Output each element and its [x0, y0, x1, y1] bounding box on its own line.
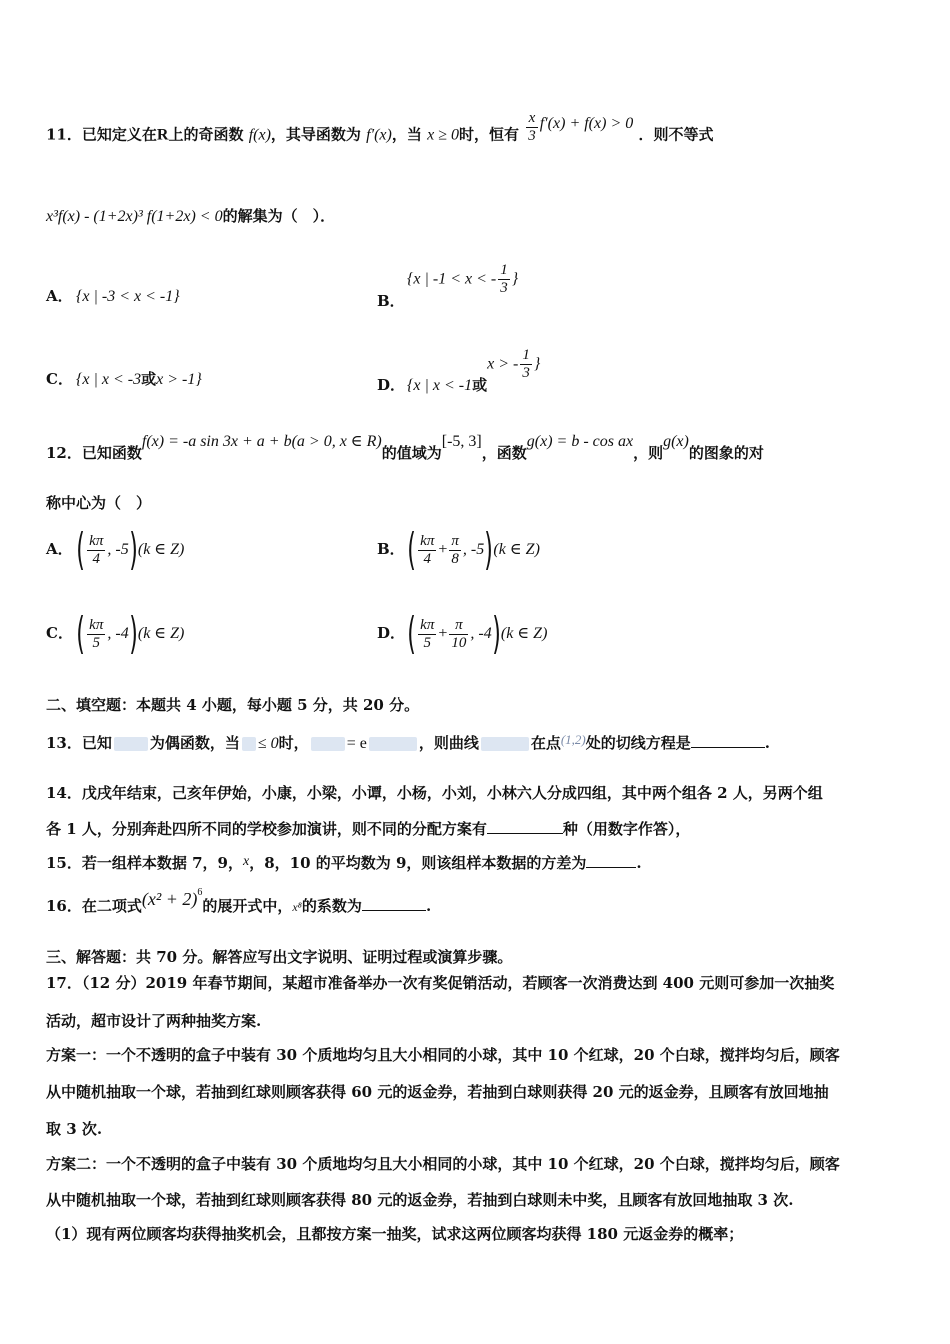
q17-plan1-line1: 方案一：一个不透明的盒子中装有 30 个质地均匀且大小相同的小球，其中 10 个红球，20 个白球，搅拌均匀后，顾客 — [46, 1046, 840, 1064]
formula-image — [369, 737, 417, 751]
q11-line1: 11．已知定义在R上的奇函数 f(x)，其导函数为 f′(x)，当 x ≥ 0时，恒有 $\frac{x}{3}$ f′(x) + f(x) > 0 ．则不等式 — [46, 110, 714, 144]
q12-option-a[interactable]: A．( $\frac{k\pi}{4}$ , -5)(k ∈ Z) — [46, 524, 185, 575]
formula-image — [114, 737, 148, 751]
q11-option-b[interactable]: B．{x | -1 < x < - $\frac{1}{3}$ } — [377, 262, 519, 310]
answer-blank[interactable] — [362, 896, 426, 911]
q17-line2: 活动，超市设计了两种抽奖方案. — [46, 1012, 262, 1030]
q14-line2: 各 1 人，分别奔赴四所不同的学校参加演讲，则不同的分配方案有 种（用数字作答）， — [46, 820, 691, 838]
q13-line: 13．已知 为偶函数，当 ≤ 0时， = e ，则曲线 在点(1,2)处的切线方程是 . — [46, 732, 771, 752]
q11-option-a[interactable]: A． {x | -3 < x < -1} — [46, 287, 180, 305]
q11-option-c[interactable]: C． {x | x < -3或x > -1} — [46, 370, 202, 388]
answer-blank[interactable] — [586, 853, 636, 868]
answer-blank[interactable] — [691, 733, 765, 748]
q12-line1: 12．已知函数f(x) = -a sin 3x + a + b(a > 0, x ∈ R)的值域为[-5, 3]，函数g(x) = b - cos ax，则g(x)的图象的对 — [46, 433, 764, 462]
formula-image — [311, 737, 345, 751]
q17-plan2-line1: 方案二：一个不透明的盒子中装有 30 个质地均匀且大小相同的小球，其中 10 个红球，20 个白球，搅拌均匀后，顾客 — [46, 1155, 840, 1173]
q17-subquestion-1: （1）现有两位顾客均获得抽奖机会，且都按方案一抽奖，试求这两位顾客均获得 180 元返金券的概率； — [46, 1225, 744, 1243]
section-fill-in-heading: 二、填空题：本题共 4 小题，每小题 5 分，共 20 分。 — [46, 696, 420, 714]
q11-line2: x³f(x) - (1+2x)³ f(1+2x) < 0的解集为（ ）． — [46, 207, 336, 225]
q12-line2: 称中心为（ ） — [46, 494, 152, 512]
q17-plan1-line2: 从中随机抽取一个球，若抽到红球则顾客获得 60 元的返金券，若抽到白球则获得 20 元的返金券，且顾客有放回地抽 — [46, 1083, 829, 1101]
q12-option-d[interactable]: D．( $\frac{k\pi}{5}$ + $\frac{\pi}{10}$ , -4)(k ∈ Z) — [377, 608, 548, 659]
answer-blank[interactable] — [487, 819, 563, 834]
q14-line1: 14．戊戌年结束，己亥年伊始，小康，小梁，小谭，小杨，小刘，小林六人分成四组，其中两个组各 2 人，另两个组 — [46, 784, 823, 802]
q15-line: 15．若一组样本数据 7，9，x，8，10 的平均数为 9，则该组样本数据的方差为 . — [46, 854, 642, 872]
q17-plan2-line2: 从中随机抽取一个球，若抽到红球则顾客获得 80 元的返金券，若抽到白球则未中奖，且顾客有放回地抽取 3 次. — [46, 1191, 794, 1209]
q17-plan1-line3: 取 3 次. — [46, 1120, 103, 1138]
q16-line: 16．在二项式$(x^2 + 2)^6$的展开式中，x⁸的系数为 . — [46, 887, 432, 915]
formula-image — [481, 737, 529, 751]
section-solve-heading: 三、解答题：共 70 分。解答应写出文字说明、证明过程或演算步骤。 — [46, 948, 513, 966]
q17-line1: 17．（12 分）2019 年春节期间，某超市准备举办一次有奖促销活动，若顾客一次消费达到 400 元则可参加一次抽奖 — [46, 974, 835, 992]
q12-option-b[interactable]: B．( $\frac{k\pi}{4}$ + $\frac{\pi}{8}$ , -5)(k ∈ Z) — [377, 524, 540, 575]
q12-option-c[interactable]: C．( $\frac{k\pi}{5}$ , -4)(k ∈ Z) — [46, 608, 185, 659]
formula-image — [242, 737, 256, 751]
q11-option-d[interactable]: D． {x | x < -1或x > - $\frac{1}{3}$ } — [377, 347, 541, 394]
